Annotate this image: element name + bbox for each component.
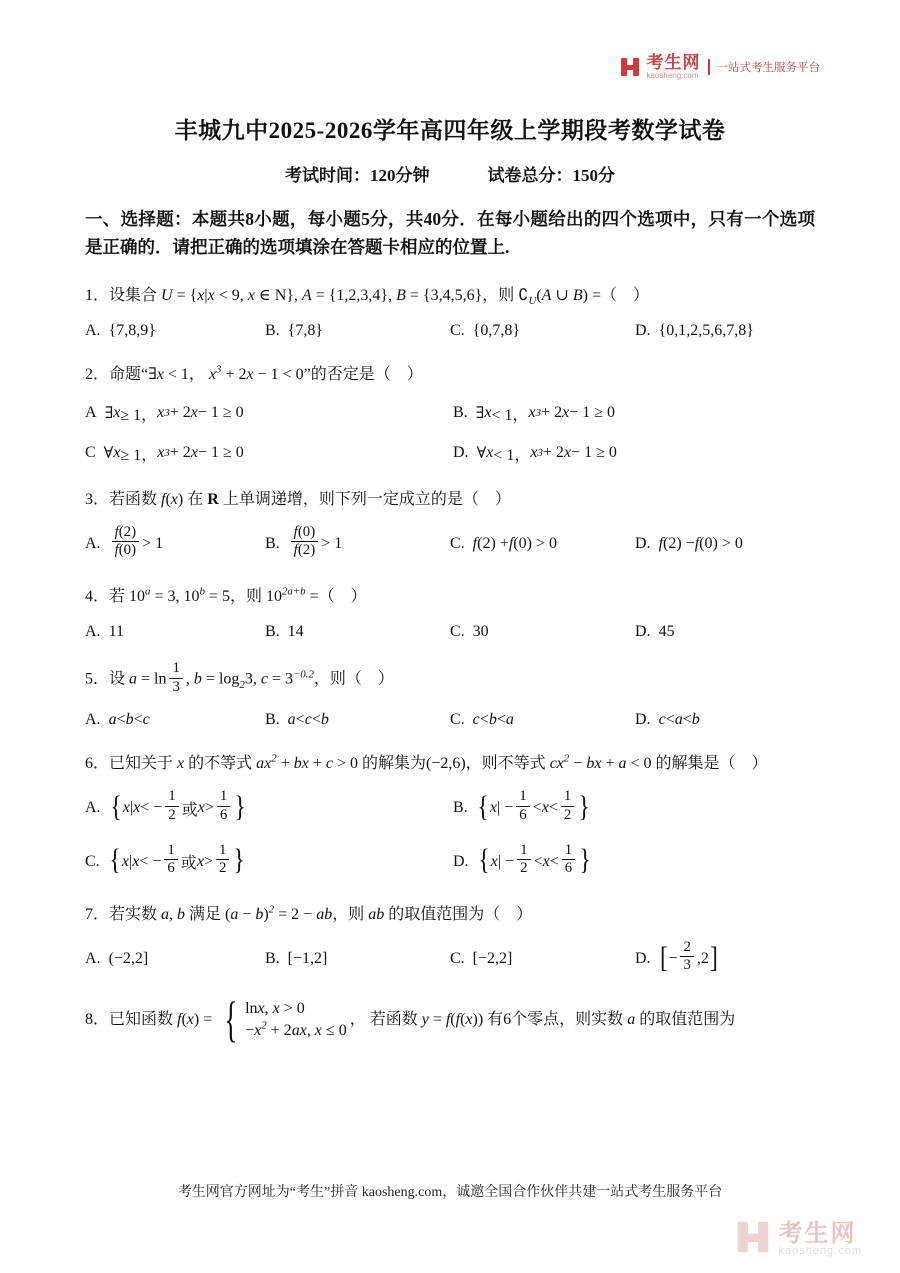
option-label: C <box>85 444 96 462</box>
option-A: A. 11 <box>85 623 124 641</box>
option-label: D. <box>635 534 651 552</box>
option-C: C ∀ x ≥ 1， x 3 + 2 x − 1 ≥ 0 <box>85 444 244 464</box>
option-B: B. a < c < b <box>265 711 329 729</box>
options <box>85 938 815 977</box>
option-B: B. { x | − $\frac{1}{6}$ < x < $\frac{1}{2}$ } <box>453 788 591 824</box>
exam-time: 考试时间：120分钟 <box>285 166 430 185</box>
brand-name: 考生网 <box>646 53 701 72</box>
option-label: B. <box>265 322 280 340</box>
option-D: D. { x | − $\frac{1}{2}$ < x < $\frac{1}{6}$ } <box>453 841 591 877</box>
option-label: D. <box>453 852 469 870</box>
option-label: D. <box>635 949 651 967</box>
option-A: A. (−2,2] <box>85 949 149 967</box>
option-D: D. ∀ x < 1， x 3 + 2 x − 1 ≥ 0 <box>453 444 617 464</box>
option-C: C. { x | x < − $\frac{1}{6}$ 或 x > $\frac{1}{2}$ } <box>85 841 246 877</box>
options <box>85 322 815 340</box>
option-label: A <box>85 404 97 422</box>
option-A: A. { x | x < − $\frac{1}{2}$ 或 x > $\frac{1}{6}$ } <box>85 788 247 824</box>
option-label: A. <box>85 949 101 967</box>
question-2 <box>85 361 815 464</box>
footer-note: 考生网官方网址为“考生”拼音 kaosheng.com，诚邀全国合作伙伴共建一站式考生服务平台 <box>177 1185 723 1200</box>
options <box>85 623 815 641</box>
option-D: D. f (2) − f (0) > 0 <box>635 534 743 552</box>
kaosheng-brand <box>620 54 821 80</box>
option-label: B. <box>265 623 280 641</box>
question-stem: 4．若 $10^a = 3$, $10^b = 5$，则 $10^{2a+b}$ =（ ） <box>85 585 367 605</box>
watermark-name: 考生网 <box>778 1220 857 1248</box>
option-label: A. <box>85 799 101 817</box>
kaosheng-watermark <box>736 1220 862 1259</box>
option-B: B. $\frac{f(0)}{f(2)}$ > 1 <box>265 523 343 559</box>
option-A: A ∃ x ≥ 1， x 3 + 2 x − 1 ≥ 0 <box>85 404 244 424</box>
option-label: A. <box>85 322 101 340</box>
option-label: B. <box>265 949 280 967</box>
option-label: C. <box>85 852 100 870</box>
option-A: A. {7,8,9} <box>85 322 156 340</box>
question-stem: 8．已知函数 f(x) = { lnx, x > 0 $-x^2 + 2ax$, x ≤ 0 ， 若函数 y = f(f(x)) 有6个零点，则实数 a 的取值范围为 <box>85 991 736 1047</box>
section-instructions: 一、选择题：本题共8小题，每小题5分，共40分．在每小题给出的四个选项中，只有一个选项是正确的．请把正确的选项填涂在答题卡相应的位置上. <box>85 209 815 257</box>
question-8 <box>85 991 815 1047</box>
option-D: D. [ − $\frac{2}{3}$ ,2 ] <box>635 938 718 974</box>
option-label: B. <box>265 711 280 729</box>
question-list <box>85 282 815 1047</box>
brand-domain: kaosheng.com <box>646 70 699 80</box>
option-label: A. <box>85 623 101 641</box>
question-7 <box>85 901 815 977</box>
exam-total-score: 试卷总分：150分 <box>487 166 615 185</box>
option-label: C. <box>450 534 465 552</box>
option-D: D. {0,1,2,5,6,7,8} <box>635 322 754 340</box>
option-B: B. {7,8} <box>265 322 324 340</box>
option-label: B. <box>265 534 280 552</box>
option-C: C. c < b < a <box>450 711 514 729</box>
option-D: D. c < a < b <box>635 711 700 729</box>
question-1 <box>85 282 815 340</box>
question-stem: 1．设集合 U = {x|x < 9, x ∈ N}, A = {1,2,3,4}, B = {3,4,5,6}，则 $∁_U(A$ ∪ B) =（ ） <box>85 287 649 308</box>
kaosheng-logo-icon <box>620 57 640 77</box>
option-B: B. ∃ x < 1， x 3 + 2 x − 1 ≥ 0 <box>453 404 615 424</box>
kaosheng-watermark-icon <box>736 1220 770 1259</box>
option-label: B. <box>453 799 468 817</box>
watermark-domain: kaosheng.com <box>778 1245 862 1258</box>
question-stem: 5．设 a = ln $\frac{1}{3}$ , $b = \log_23$, $c = 3^{-0.2}$，则（ ） <box>85 660 394 695</box>
option-A: A. $\frac{f(2)}{f(0)}$ > 1 <box>85 523 164 559</box>
option-B: B. 14 <box>265 623 304 641</box>
option-D: D. 45 <box>635 623 675 641</box>
option-label: C. <box>450 711 465 729</box>
option-label: C. <box>450 949 465 967</box>
option-label: C. <box>450 623 465 641</box>
option-label: D. <box>635 322 651 340</box>
exam-meta <box>0 161 900 186</box>
page-title: 丰城九中2025-2026学年高四年级上学期段考数学试卷 <box>174 118 726 143</box>
question-3 <box>85 486 815 562</box>
options <box>85 523 815 562</box>
question-6 <box>85 750 815 879</box>
option-label: A. <box>85 534 101 552</box>
question-stem: 2．命题“∃x < 1， $x^3 + 2x - 1 < 0$”的否定是（ ） <box>85 364 423 384</box>
option-C: C. {0,7,8} <box>450 322 521 340</box>
question-5 <box>85 662 815 729</box>
question-4 <box>85 583 815 641</box>
options <box>85 402 815 465</box>
brand-tagline: 一站式考生服务平台 <box>708 59 821 75</box>
option-C: C. [−2,2] <box>450 949 513 967</box>
option-label: C. <box>450 322 465 340</box>
option-B: B. [−1,2] <box>265 949 328 967</box>
option-label: D. <box>453 444 469 462</box>
question-stem: 3．若函数 f(x) 在 R 上单调递增，则下列一定成立的是（ ） <box>85 490 511 508</box>
option-label: D. <box>635 711 651 729</box>
options <box>85 711 815 729</box>
question-stem: 7．若实数 a, b 满足 $(a - b)^2 = 2$ − ab，则 ab 的取值范围为（ ） <box>85 903 533 923</box>
option-C: C. 30 <box>450 623 489 641</box>
options <box>85 790 815 879</box>
question-stem: 6．已知关于 x 的不等式 $ax^2$ + bx + c > 0 的解集为(−2,6)，则不等式 $cx^2$ − bx + a < 0 的解集是（ ） <box>85 752 768 773</box>
option-A: A. a < b < c <box>85 711 150 729</box>
option-C: C. f (2) + f (0) > 0 <box>450 534 557 552</box>
option-label: A. <box>85 711 101 729</box>
option-label: B. <box>453 404 468 422</box>
option-label: D. <box>635 623 651 641</box>
